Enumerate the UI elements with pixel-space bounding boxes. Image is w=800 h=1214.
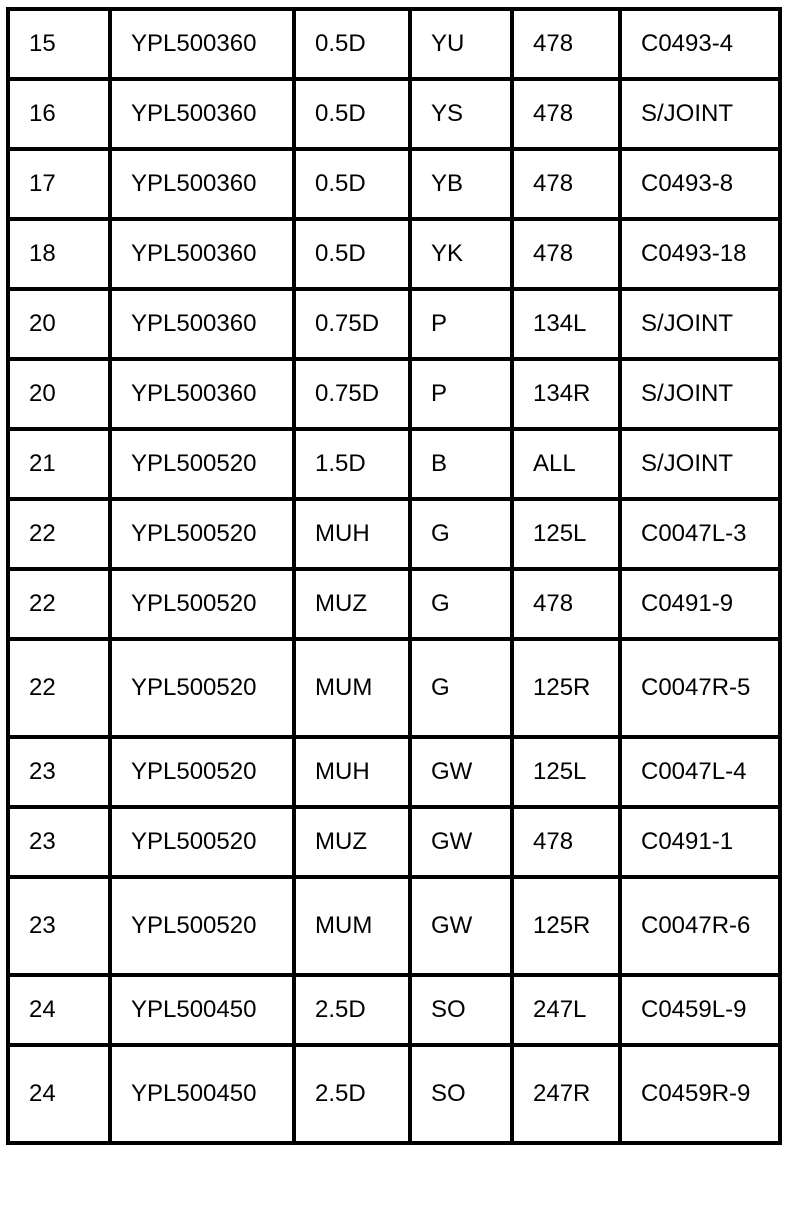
table-row [8,289,780,359]
cell-pos: 478 [512,149,620,219]
cell-part: YPL500520 [110,737,294,807]
cell-part: YPL500360 [110,289,294,359]
cell-pos: 247L [512,975,620,1045]
cell-pos: 478 [512,219,620,289]
cell-size: MUZ [294,807,410,877]
cell-part: YPL500360 [110,359,294,429]
cell-cid: S/JOINT [620,429,780,499]
cell-cid: C0047L-3 [620,499,780,569]
cell-color: P [410,289,512,359]
table-row [8,499,780,569]
cell-pos: 478 [512,569,620,639]
table-row [8,9,780,79]
table-row [8,359,780,429]
cell-part: YPL500520 [110,499,294,569]
cell-size: 2.5D [294,975,410,1045]
cell-cid: C0493-4 [620,9,780,79]
cell-size: MUM [294,639,410,737]
cell-size: 0.5D [294,149,410,219]
cell-no: 16 [8,79,110,149]
cell-no: 20 [8,289,110,359]
cell-cid: S/JOINT [620,289,780,359]
cell-part: YPL500520 [110,639,294,737]
cell-no: 23 [8,737,110,807]
table-row [8,569,780,639]
cell-no: 21 [8,429,110,499]
cell-pos: ALL [512,429,620,499]
cell-size: 0.5D [294,79,410,149]
table-row [8,807,780,877]
cell-pos: 125R [512,639,620,737]
cell-color: G [410,639,512,737]
cell-size: 0.75D [294,359,410,429]
cell-cid: C0047R-5 [620,639,780,737]
table-row [8,79,780,149]
cell-no: 22 [8,639,110,737]
cell-part: YPL500520 [110,807,294,877]
table-row [8,975,780,1045]
cell-no: 18 [8,219,110,289]
cell-no: 20 [8,359,110,429]
table-row [8,1045,780,1143]
cell-part: YPL500520 [110,429,294,499]
cell-color: YB [410,149,512,219]
cell-color: YS [410,79,512,149]
cell-cid: C0491-9 [620,569,780,639]
cell-size: 2.5D [294,1045,410,1143]
cell-part: YPL500360 [110,219,294,289]
cell-color: SO [410,975,512,1045]
table-row [8,737,780,807]
table-row [8,639,780,737]
cell-part: YPL500520 [110,569,294,639]
cell-part: YPL500520 [110,877,294,975]
cell-cid: C0491-1 [620,807,780,877]
cell-color: GW [410,877,512,975]
cell-no: 24 [8,1045,110,1143]
cell-pos: 478 [512,79,620,149]
cell-cid: C0493-18 [620,219,780,289]
cell-part: YPL500450 [110,1045,294,1143]
cell-size: 1.5D [294,429,410,499]
cell-cid: C0459L-9 [620,975,780,1045]
cell-color: G [410,569,512,639]
cell-cid: C0047L-4 [620,737,780,807]
cell-size: 0.75D [294,289,410,359]
cell-cid: C0459R-9 [620,1045,780,1143]
cell-size: MUH [294,737,410,807]
cell-size: MUZ [294,569,410,639]
cell-part: YPL500360 [110,149,294,219]
cell-no: 17 [8,149,110,219]
cell-pos: 134R [512,359,620,429]
table-row [8,219,780,289]
cell-no: 15 [8,9,110,79]
cell-color: YU [410,9,512,79]
cell-size: MUH [294,499,410,569]
cell-pos: 125R [512,877,620,975]
cell-part: YPL500450 [110,975,294,1045]
cell-part: YPL500360 [110,79,294,149]
cell-color: B [410,429,512,499]
cell-size: 0.5D [294,9,410,79]
cell-pos: 125L [512,737,620,807]
cell-color: GW [410,807,512,877]
cell-pos: 247R [512,1045,620,1143]
cell-cid: C0493-8 [620,149,780,219]
cell-size: MUM [294,877,410,975]
cell-pos: 478 [512,807,620,877]
wire-table-sheet [6,7,782,1145]
cell-color: P [410,359,512,429]
table-row [8,877,780,975]
cell-no: 23 [8,807,110,877]
cell-color: YK [410,219,512,289]
cell-cid: C0047R-6 [620,877,780,975]
cell-cid: S/JOINT [620,359,780,429]
cell-no: 22 [8,499,110,569]
cell-color: SO [410,1045,512,1143]
cell-color: GW [410,737,512,807]
wire-table [6,7,782,1145]
cell-no: 22 [8,569,110,639]
cell-part: YPL500360 [110,9,294,79]
cell-size: 0.5D [294,219,410,289]
cell-pos: 478 [512,9,620,79]
cell-cid: S/JOINT [620,79,780,149]
cell-pos: 134L [512,289,620,359]
cell-no: 23 [8,877,110,975]
cell-color: G [410,499,512,569]
cell-no: 24 [8,975,110,1045]
table-row [8,149,780,219]
table-row [8,429,780,499]
cell-pos: 125L [512,499,620,569]
